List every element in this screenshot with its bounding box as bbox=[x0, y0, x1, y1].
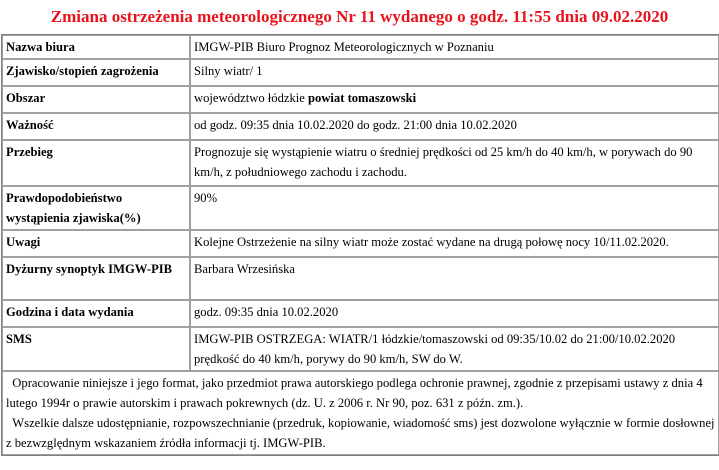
row-value-course: Prognozuje się wystąpienie wiatru o średniej prędkości od 25 km/h do 40 km/h, w porywach do 90 km/h, z południowego zachodu i zachodu. bbox=[190, 140, 719, 186]
warning-table bbox=[1, 34, 719, 456]
row-label-issued: Godzina i data wydania bbox=[2, 300, 190, 327]
table-row bbox=[2, 113, 719, 140]
row-value-issued: godz. 09:35 dnia 10.02.2020 bbox=[190, 300, 719, 327]
row-value-forecaster: Barbara Wrzesińska bbox=[190, 257, 719, 300]
row-value-validity: od godz. 09:35 dnia 10.02.2020 do godz. 21:00 dnia 10.02.2020 bbox=[190, 113, 719, 140]
row-label-phenomenon: Zjawisko/stopień zagrożenia bbox=[2, 59, 190, 86]
row-label-sms: SMS bbox=[2, 327, 190, 371]
row-label-validity: Ważność bbox=[2, 113, 190, 140]
copyright-note bbox=[2, 371, 719, 455]
row-value-sms: IMGW-PIB OSTRZEGA: WIATR/1 łódzkie/tomaszowski od 09:35/10.02 do 21:00/10.02.2020 prędkość do 40 km/h, porywy do 90 km/h, SW do W. bbox=[190, 327, 719, 371]
row-value-probability: 90% bbox=[190, 186, 719, 230]
table-row bbox=[2, 35, 719, 59]
copyright-text: Opracowanie niniejsze i jego format, jako przedmiot prawa autorskiego podlega ochronie prawnej, zgodnie z przepisami ustawy z dnia 4 lutego 1994r o prawie autorskim i prawach pokrewnych (dz. U. z 2006 r. Nr 90, poz. 631 z późn. zm.). bbox=[6, 376, 703, 410]
row-label-course: Przebieg bbox=[2, 140, 190, 186]
row-label-office: Nazwa biura bbox=[2, 35, 190, 59]
table-row bbox=[2, 140, 719, 186]
table-row bbox=[2, 230, 719, 257]
row-label-forecaster: Dyżurny synoptyk IMGW-PIB bbox=[2, 257, 190, 300]
table-row bbox=[2, 257, 719, 300]
table-row bbox=[2, 300, 719, 327]
table-row bbox=[2, 327, 719, 371]
table-row bbox=[2, 371, 719, 455]
row-value-area bbox=[190, 86, 719, 113]
warning-title: Zmiana ostrzeżenia meteorologicznego Nr 11 wydanego o godz. 11:55 dnia 09.02.2020 bbox=[50, 7, 669, 26]
table-row bbox=[2, 186, 719, 230]
table-row bbox=[2, 86, 719, 113]
area-county: powiat tomaszowski bbox=[308, 91, 417, 105]
row-value-remarks: Kolejne Ostrzeżenie na silny wiatr może zostać wydane na drugą połowę nocy 10/11.02.2020. bbox=[190, 230, 719, 257]
row-label-probability: Prawdopodobieństwo wystąpienia zjawiska(%) bbox=[2, 186, 190, 230]
sharing-text: Wszelkie dalsze udostępnianie, rozpowszechnianie (przedruk, kopiowanie, wiadomość sms) jest dozwolone wyłącznie w formie dosłownej z bezwzględnym wskazaniem źródła informacji tj. IMGW-PIB. bbox=[6, 416, 715, 450]
area-region: województwo łódzkie bbox=[194, 91, 305, 105]
table-row bbox=[2, 59, 719, 86]
row-label-area: Obszar bbox=[2, 86, 190, 113]
row-value-phenomenon: Silny wiatr/ 1 bbox=[190, 59, 719, 86]
row-label-remarks: Uwagi bbox=[2, 230, 190, 257]
row-value-office: IMGW-PIB Biuro Prognoz Meteorologicznych w Poznaniu bbox=[190, 35, 719, 59]
